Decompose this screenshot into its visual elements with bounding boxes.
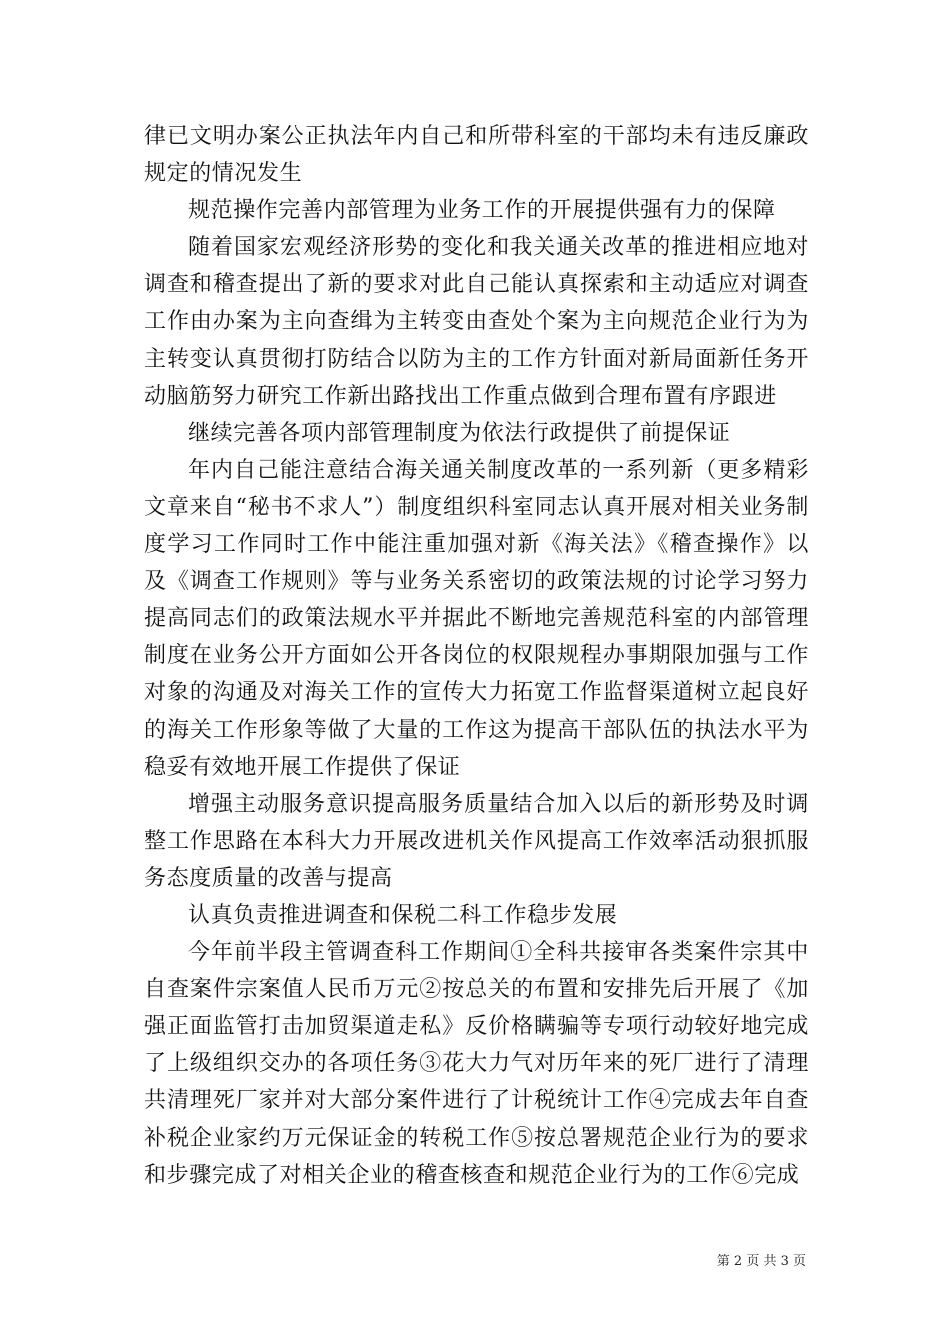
paragraph-5: 年内自己能注意结合海关通关制度改革的一系列新（更多精彩文章来自“秘书不求人”）制度组织科室同志认真开展对相关业务制度学习工作同时工作中能注重加强对新《海关法》《稽查操作》以及《调查工作规则》等与业务关系密切的政策法规的讨论学习努力提高同志们的政策法规水平并据此不断地完善规范科室的内部管理制度在业务公开方面如公开各岗位的权限规程办事期限加强与工作对象的沟通及对海关工作的宣传大力拓宽工作监督渠道树立起良好的海关工作形象等做了大量的工作这为提高干部队伍的执法水平为稳妥有效地开展工作提供了保证	[144, 457, 809, 780]
paragraph-4: 继续完善各项内部管理制度为依法行政提供了前提保证	[188, 420, 731, 446]
page-number-footer: 第 2 页 共 3 页	[716, 1254, 806, 1269]
paragraph-8: 今年前半段主管调查科工作期间①全科共接审各类案件宗其中自查案件宗案值人民币万元②按总关的布置和安排先后开展了《加强正面监管打击加贸渠道走私》反价格瞒骗等专项行动较好地完成了上级组织交办的各项任务③花大力气对历年来的死厂进行了清理共清理死厂家并对大部分案件进行了计税统计工作④完成去年自查补税企业家约万元保证金的转税工作⑤按总署规范企业行为的要求和步骤完成了对相关企业的稽查核查和规范企业行为的工作⑥完成	[144, 940, 809, 1188]
paragraph-7: 认真负责推进调查和保税二科工作稳步发展	[188, 902, 618, 928]
paragraph-1: 律已文明办案公正执法年内自己和所带科室的干部均未有违反廉政规定的情况发生	[144, 124, 809, 187]
document-body	[144, 118, 809, 1194]
paragraph-3: 随着国家宏观经济形势的变化和我关通关改革的推进相应地对调查和稽查提出了新的要求对此自己能认真探索和主动适应对调查工作由办案为主向查缉为主转变由查处个案为主向规范企业行为为主转变认真贯彻打防结合以防为主的工作方针面对新局面新任务开动脑筋努力研究工作新出路找出工作重点做到合理布置有序跟进	[144, 235, 809, 409]
paragraph-2: 规范操作完善内部管理为业务工作的开展提供强有力的保障	[188, 198, 776, 224]
paragraph-6: 增强主动服务意识提高服务质量结合加入以后的新形势及时调整工作思路在本科大力开展改进机关作风提高工作效率活动狠抓服务态度质量的改善与提高	[144, 791, 809, 891]
